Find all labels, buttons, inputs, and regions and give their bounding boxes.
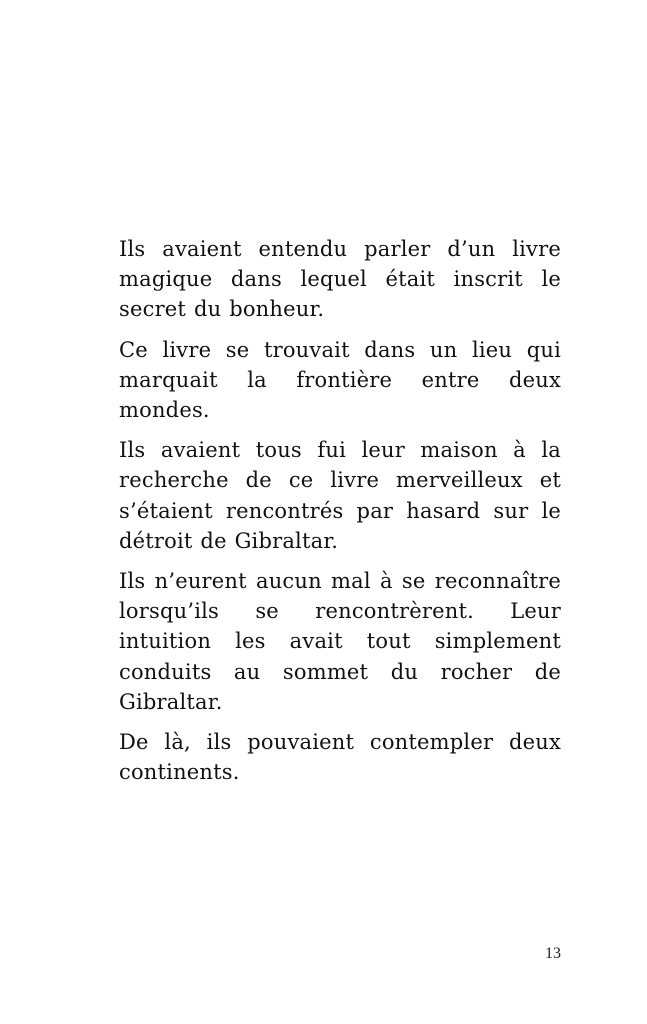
page-number: 13 <box>545 945 561 962</box>
paragraph-3: Ils avaient tous fui leur maison à la recherche de ce livre merveilleux et s’étaient rencontrés par hasard sur le détroit de Gibraltar. <box>119 438 561 553</box>
paragraph-4: Ils n’eurent aucun mal à se reconnaître lorsqu’ils se rencontrèrent. Leur intuition les avait tout simplement conduits au sommet du rocher de Gibraltar. <box>119 569 561 714</box>
body-text <box>119 234 561 797</box>
paragraph-2: Ce livre se trouvait dans un lieu qui marquait la frontière entre deux mondes. <box>119 337 561 423</box>
paragraph-5: De là, ils pouvaient contempler deux continents. <box>119 730 561 785</box>
paragraph-1: Ils avaient entendu parler d’un livre magique dans lequel était inscrit le secret du bonheur. <box>119 237 561 322</box>
